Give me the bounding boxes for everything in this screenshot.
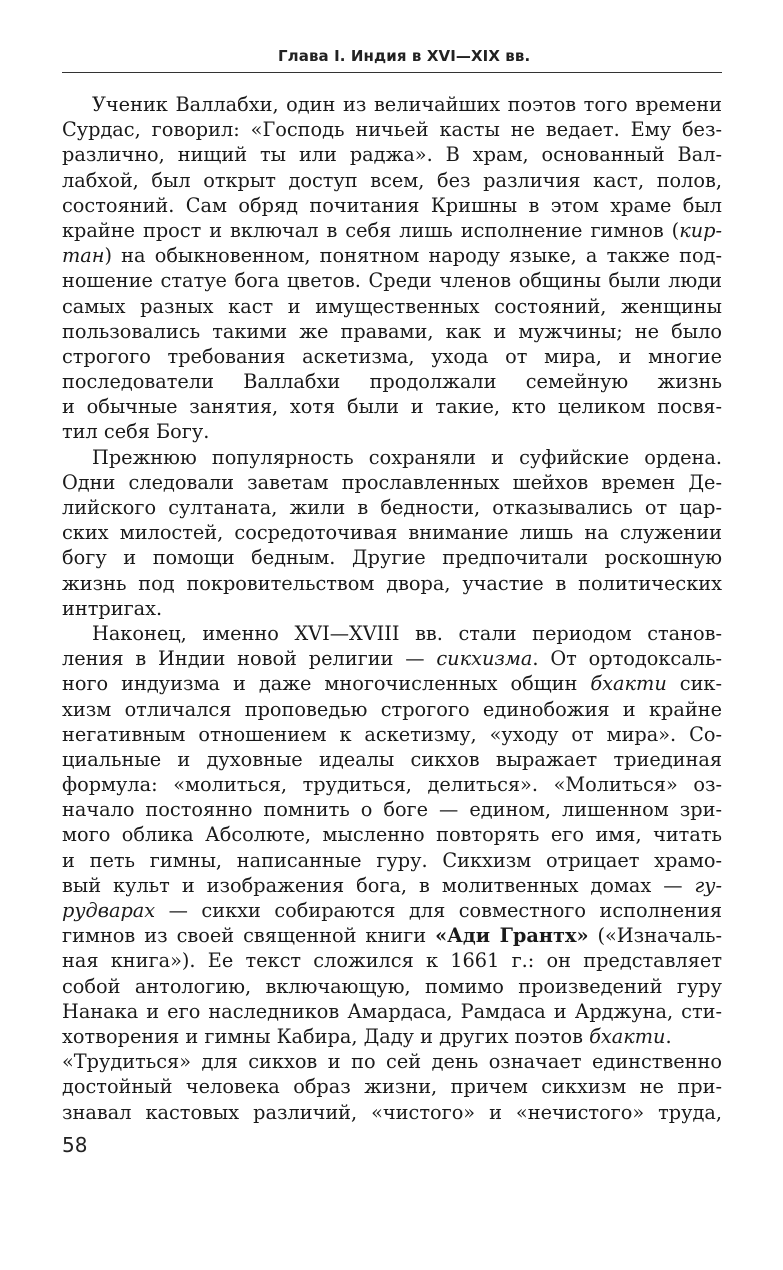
text-line: начало постоянно помнить о боге — едином, лишенном зри-: [62, 798, 722, 822]
text-run: .: [665, 1024, 672, 1048]
text-line: пользовались такими же правами, как и мужчины; не было: [62, 319, 722, 343]
text-run: . От ортодоксаль-: [532, 647, 722, 671]
text-line: и петь гимны, написанные гуру. Сикхизм отрицает храмо-: [62, 848, 722, 872]
text-line: лабхой, был открыт доступ всем, без различия каст, полов,: [62, 168, 722, 192]
text-line: [62, 243, 722, 268]
text-line: знавал кастовых различий, «чистого» и «нечистого» труда,: [62, 1100, 722, 1124]
italic-term: бхакти: [589, 1024, 666, 1048]
text-line: строгого требования аскетизма, ухода от мира, и многие: [62, 344, 722, 368]
text-line: формула: «молиться, трудиться, делиться». «Молиться» оз-: [62, 773, 722, 797]
text-line: [62, 1024, 722, 1049]
italic-term: сикхизма: [436, 647, 533, 671]
text-line: последователи Валлабхи продолжали семейную жизнь: [62, 370, 722, 394]
text-line: тил себя Богу.: [62, 420, 210, 444]
text-line: [62, 923, 722, 948]
italic-term: тан: [62, 244, 105, 268]
text-run: крайне прост и включал в себя лишь исполнение гимнов (: [62, 218, 680, 242]
text-line: [62, 218, 722, 243]
text-line: интригах.: [62, 596, 163, 620]
text-run: ления в Индии новой религии —: [62, 647, 437, 671]
text-run: сик-: [666, 672, 722, 696]
text-line: «Трудиться» для сикхов и по сей день означает единственно: [62, 1050, 722, 1074]
italic-term: гу-: [694, 873, 722, 897]
text-line: лийского султаната, жили в бедности, отказывались от цар-: [62, 496, 722, 519]
bold-title: «Ади Грантх»: [435, 924, 589, 948]
text-run: — сикхи собираются для совместного исполнения: [155, 899, 722, 922]
text-line: богу и помощи бедным. Другие предпочитали роскошную: [62, 546, 722, 570]
header-rule: [62, 72, 722, 73]
text-line: [62, 898, 722, 923]
text-line: ношение статуе бога цветов. Среди членов общины были люди: [62, 269, 722, 293]
text-run: вый культ и изображения бога, в молитвенных домах —: [62, 873, 695, 897]
italic-term: рудварах: [62, 899, 156, 922]
text-line: Прежнюю популярность сохраняли и суфийские ордена.: [92, 445, 722, 469]
body-text: [62, 92, 722, 1125]
text-line: Наконец, именно XVI—XVIII вв. стали периодом станов-: [92, 621, 722, 645]
text-line: мого облика Абсолюте, мысленно повторять его имя, читать: [62, 823, 722, 847]
text-run: хотворения и гимны Кабира, Даду и других поэтов: [62, 1024, 590, 1048]
text-line: [62, 646, 722, 671]
text-line: ских милостей, сосредоточивая внимание лишь на служении: [62, 521, 722, 545]
text-line: [62, 873, 722, 898]
text-line: самых разных каст и имущественных состояний, женщины: [62, 294, 722, 318]
text-run: («Изначаль-: [588, 924, 722, 948]
text-line: собой антологию, включающую, помимо произведений гуру: [62, 974, 722, 998]
text-line: Нанака и его наследников Амардаса, Рамдаса и Арджуна, сти-: [62, 999, 722, 1023]
italic-term: бхакти: [590, 672, 667, 696]
page-number: 58: [62, 1133, 88, 1157]
text-run: ) на обыкновенном, понятном народу языке, а также под-: [104, 244, 722, 268]
text-line: циальные и духовные идеалы сикхов выражает триединая: [62, 747, 722, 771]
text-line: ная книга»). Ее текст сложился к 1661 г.: он представляет: [62, 949, 722, 973]
text-line: хизм отличался проповедью строгого единобожия и крайне: [62, 697, 722, 721]
text-line: негативным отношением к аскетизму, «уходу от мира». Со-: [62, 722, 722, 746]
running-title: Глава I. Индия в XVI—XIX вв.: [278, 47, 531, 65]
text-line: и обычные занятия, хотя были и такие, кто целиком посвя-: [62, 395, 722, 419]
text-line: [62, 671, 722, 696]
text-line: достойный человека образ жизни, причем сикхизм не при-: [62, 1075, 722, 1099]
text-line: различно, нищий ты или раджа». В храм, основанный Вал-: [62, 143, 722, 167]
text-line: Сурдас, говорил: «Господь ничьей касты не ведает. Ему без-: [62, 118, 722, 142]
text-line: Ученик Валлабхи, один из величайших поэтов того времени: [92, 93, 722, 116]
text-run: ного индуизма и даже многочисленных общин: [62, 672, 591, 696]
italic-term: кир-: [679, 218, 722, 242]
text-line: Одни следовали заветам прославленных шейхов времен Де-: [62, 470, 722, 494]
text-line: состояний. Сам обряд почитания Кришны в этом храме был: [62, 193, 722, 217]
text-line: жизнь под покровительством двора, участие в политических: [62, 571, 722, 595]
text-run: гимнов из своей священной книги: [62, 924, 436, 948]
